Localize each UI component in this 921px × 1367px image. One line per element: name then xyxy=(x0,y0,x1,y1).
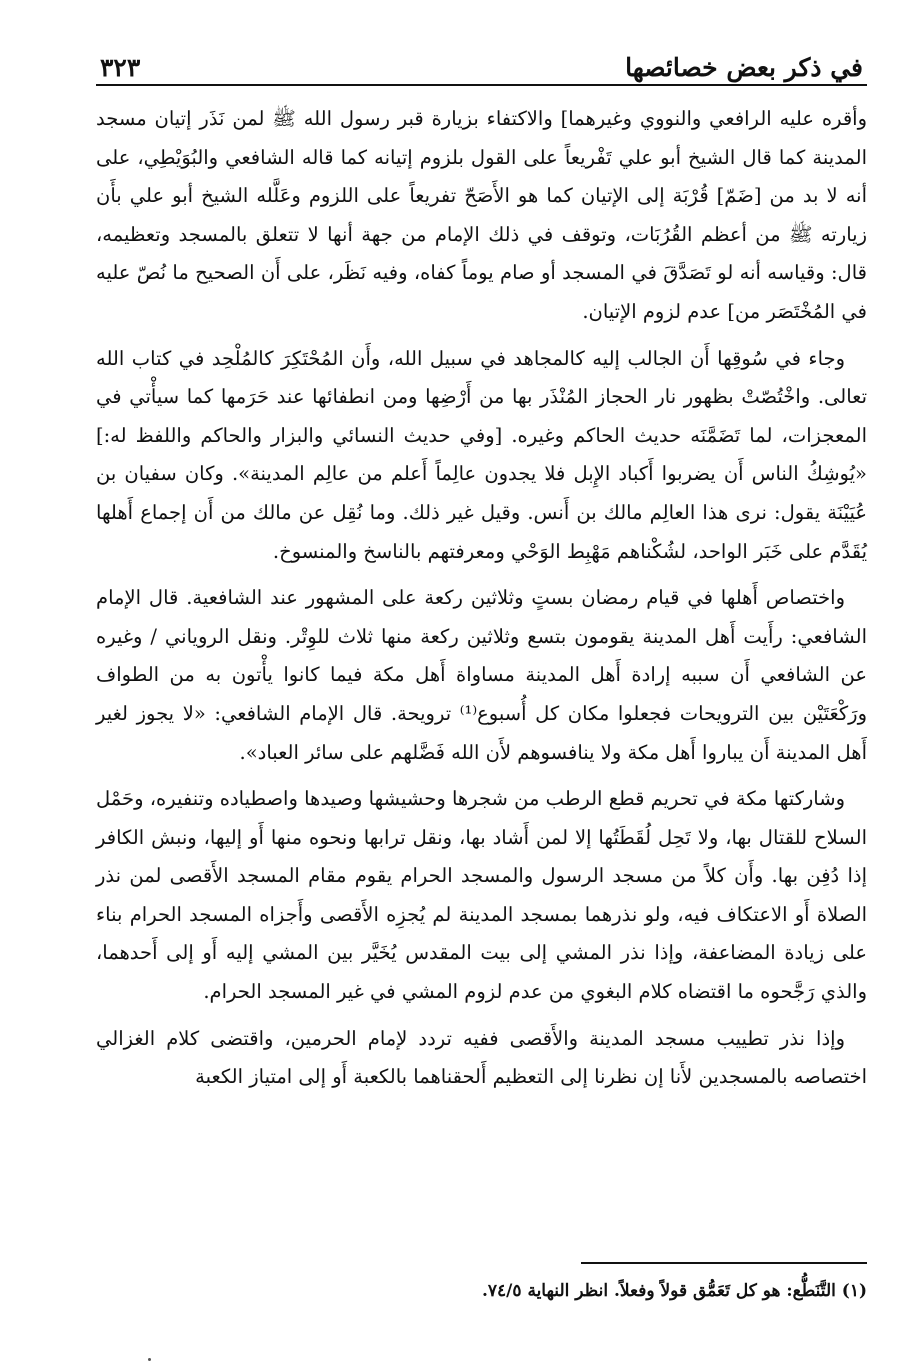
paragraph-text: وشاركتها مكة في تحريم قطع الرطب من شجرها وحشيشها وصيدها واصطياده وتنفيره، وحَمْل السلاح للقتال بها، ولا تَحِل لُقَطَتُها إلا لمن أَشاد بها، ونقل ترابها ونحوه منها أَو إليها، ونبش الكافر إذا دُفِن بها. وأَن كلاً من مسجد الرسول والمسجد الحرام يقوم مقام المسجد الأَقصى لمن نذر الصلاة أَو الاعتكاف فيه، ولو نذرهما بمسجد المدينة لم يُجزِه الأَقصى وأَجزاه المسجد الحرام بناء على زيادة المضاعفة، وإذا نذر المشي إلى بيت المقدس يُخَيَّر بين المشي إليه أَو إلى أَحدهما، والذي رَجَّحوه ما اقتضاه كلام البغوي من عدم لزوم المشي في غير المسجد الحرام. xyxy=(96,787,867,1004)
paragraph-5 xyxy=(96,1020,867,1097)
footnote: (١) التَّنَطُّع: هو كل تَعَمُّق قولاً وفعلاً. انظر النهاية ٧٤/٥. xyxy=(482,1281,867,1301)
paragraph-text: واختصاص أَهلها في قيام رمضان بستٍ وثلاثين ركعة على المشهور عند الشافعية. قال الإمام الشافعي: رأَيت أَهل المدينة يقومون بتسع وثلاثين ركعة منها ثلاث للوِتْر. ونقل الروياني / وغيره عن الشافعي أَن سببه إرادة أَهل المدينة مساواة أَهل مكة فيما كانوا يأْتون به من الطواف ورَكْعَتَيْن بين الترويحات فجعلوا مكان كل أُسبوع⁽¹⁾ ترويحة. قال الإمام الشافعي: «لا يجوز لغير أَهل المدينة أَن يباروا أَهل مكة ولا ينافسوهم لأَن الله فَضَّلهم على سائر العباد». xyxy=(96,586,867,764)
paragraph-3 xyxy=(96,579,867,772)
paragraph-text: وجاء في سُوقِها أَن الجالب إليه كالمجاهد في سبيل الله، وأَن المُحْتَكِرَ كالمُلْحِد في كتاب الله تعالى. واخْتُصّتْ بظهور نار الحجاز المُنْذَر بها من أَرْضِها ومن انطفائها عند حَرَمها كما سيأْتي في المعجزات، لما تَضَمَّنَه حديث الحاكم وغيره. [وفي حديث النسائي والبزار والحاكم واللفظ له:] «يُوشِكُ الناس أَن يضربوا أَكباد الإِبل فلا يجدون عالِماً أَعلم من عالِم المدينة». وكان سفيان بن عُيَيْنَة يقول: نرى هذا العالِم مالك بن أَنس. وقيل غير ذلك. وما نُقِل عن مالك من أَن إجماع أَهلها يُقَدَّم على خَبَر الواحد، لشُكْناهم مَهْبِط الوَحْي ومعرفتهم بالناسخ والمنسوخ. xyxy=(96,346,867,563)
page-header xyxy=(96,38,867,86)
running-title: في ذكر بعض خصائصها xyxy=(625,53,863,82)
paragraph-2 xyxy=(96,340,867,572)
scan-speck xyxy=(148,1358,151,1361)
page-body xyxy=(96,100,867,1097)
paragraph-text: وأقره عليه الرافعي والنووي وغيرهما] والاكتفاء بزيارة قبر رسول الله ﷺ لمن نَذَر إتيان مسجد المدينة كما قال الشيخ أبو علي تَفْريعاً على القول بلزوم إتيانه كما قاله الشافعي والبُوَيْطِي، على أنه لا بد من [ضَمّ] قُرْبَة إلى الإتيان كما هو الأَصَحّ تفريعاً على اللزوم وعَلَّله الشيخ أبو علي بأَن زيارته ﷺ من أعظم القُرُبَات، وتوقف في ذلك الإمام من جهة أنها لا تتعلق بالمسجد وتعظيمه، قال: وقياسه أنه لو تَصَدَّقَ في المسجد أو صام يوماً كفاه، وفيه نَظَر، على أَن الصحيح ما نُصّ عليه في المُخْتَصَر من] عدم لزوم الإتيان. xyxy=(96,107,867,323)
paragraph-1 xyxy=(96,100,867,332)
paragraph-4 xyxy=(96,780,867,1012)
paragraph-text: وإذا نذر تطييب مسجد المدينة والأَقصى ففيه تردد لإمام الحرمين، واقتضى كلام الغزالي اختصاصه بالمسجدين لأَنا إن نظرنا إلى التعظيم أَلحقناهما بالكعبة أَو إلى امتياز الكعبة xyxy=(96,1026,867,1089)
footnote-divider xyxy=(581,1262,867,1264)
page-number: ٣٢٣ xyxy=(100,53,141,82)
